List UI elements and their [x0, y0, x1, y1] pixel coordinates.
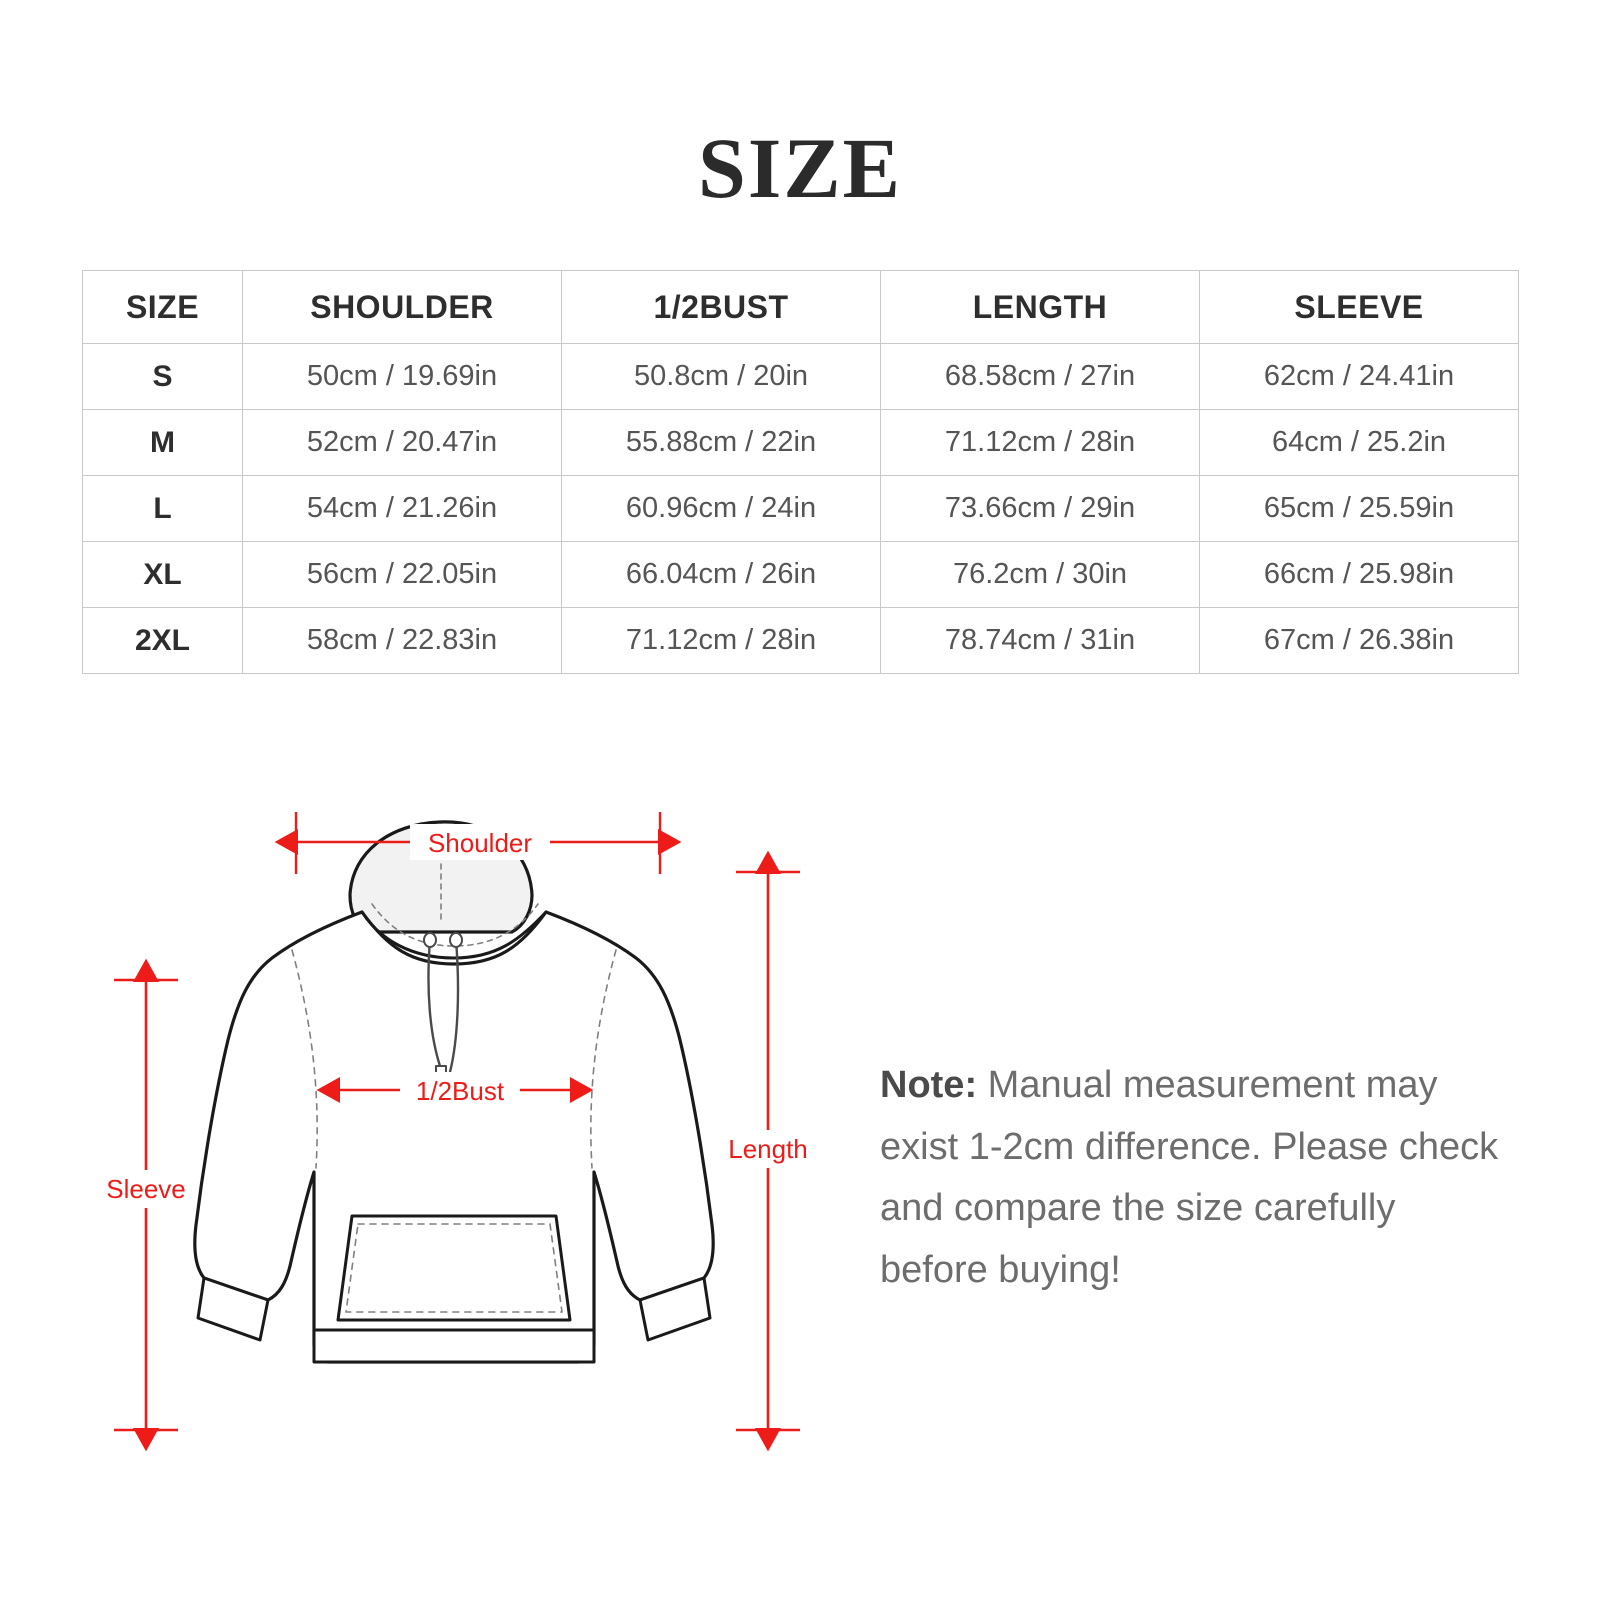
- column-header-length: LENGTH: [881, 271, 1200, 344]
- length-measure: [728, 872, 808, 1430]
- sleeve-label: Sleeve: [106, 1174, 186, 1204]
- cell-size: S: [83, 344, 243, 410]
- cell-shoulder: 58cm / 22.83in: [243, 608, 562, 674]
- cell-sleeve: 67cm / 26.38in: [1200, 608, 1519, 674]
- cell-sleeve: 65cm / 25.59in: [1200, 476, 1519, 542]
- column-header-size: SIZE: [83, 271, 243, 344]
- column-header-bust: 1/2BUST: [562, 271, 881, 344]
- cell-length: 71.12cm / 28in: [881, 410, 1200, 476]
- size-chart-table: [82, 270, 1519, 674]
- cell-size: XL: [83, 542, 243, 608]
- cell-length: 78.74cm / 31in: [881, 608, 1200, 674]
- table-header-row: [83, 271, 1519, 344]
- measurement-diagram: [100, 800, 840, 1500]
- cell-bust: 55.88cm / 22in: [562, 410, 881, 476]
- table-row: [83, 344, 1519, 410]
- column-header-sleeve: SLEEVE: [1200, 271, 1519, 344]
- cell-shoulder: 56cm / 22.05in: [243, 542, 562, 608]
- cell-shoulder: 54cm / 21.26in: [243, 476, 562, 542]
- shoulder-label: Shoulder: [427, 828, 533, 858]
- cell-bust: 60.96cm / 24in: [562, 476, 881, 542]
- table-row: [83, 410, 1519, 476]
- table-row: [83, 476, 1519, 542]
- note-text: Manual measurement may exist 1-2cm difference. Please check and compare the size carefully before buying!: [880, 1064, 1499, 1291]
- note-label: Note:: [880, 1064, 978, 1106]
- cell-shoulder: 50cm / 19.69in: [243, 344, 562, 410]
- sleeve-measure: [106, 980, 186, 1430]
- cell-sleeve: 62cm / 24.41in: [1200, 344, 1519, 410]
- column-header-shoulder: SHOULDER: [243, 271, 562, 344]
- cell-sleeve: 66cm / 25.98in: [1200, 542, 1519, 608]
- table-row: [83, 608, 1519, 674]
- cell-size: M: [83, 410, 243, 476]
- cell-sleeve: 64cm / 25.2in: [1200, 410, 1519, 476]
- measurement-note: [880, 1055, 1510, 1301]
- bust-label: 1/2Bust: [415, 1076, 505, 1106]
- cell-size: 2XL: [83, 608, 243, 674]
- length-label: Length: [728, 1134, 808, 1164]
- cell-bust: 71.12cm / 28in: [562, 608, 881, 674]
- cell-length: 76.2cm / 30in: [881, 542, 1200, 608]
- cell-bust: 66.04cm / 26in: [562, 542, 881, 608]
- cell-length: 68.58cm / 27in: [881, 344, 1200, 410]
- cell-size: L: [83, 476, 243, 542]
- cell-shoulder: 52cm / 20.47in: [243, 410, 562, 476]
- cell-length: 73.66cm / 29in: [881, 476, 1200, 542]
- page-title: SIZE: [697, 120, 903, 216]
- cell-bust: 50.8cm / 20in: [562, 344, 881, 410]
- table-row: [83, 542, 1519, 608]
